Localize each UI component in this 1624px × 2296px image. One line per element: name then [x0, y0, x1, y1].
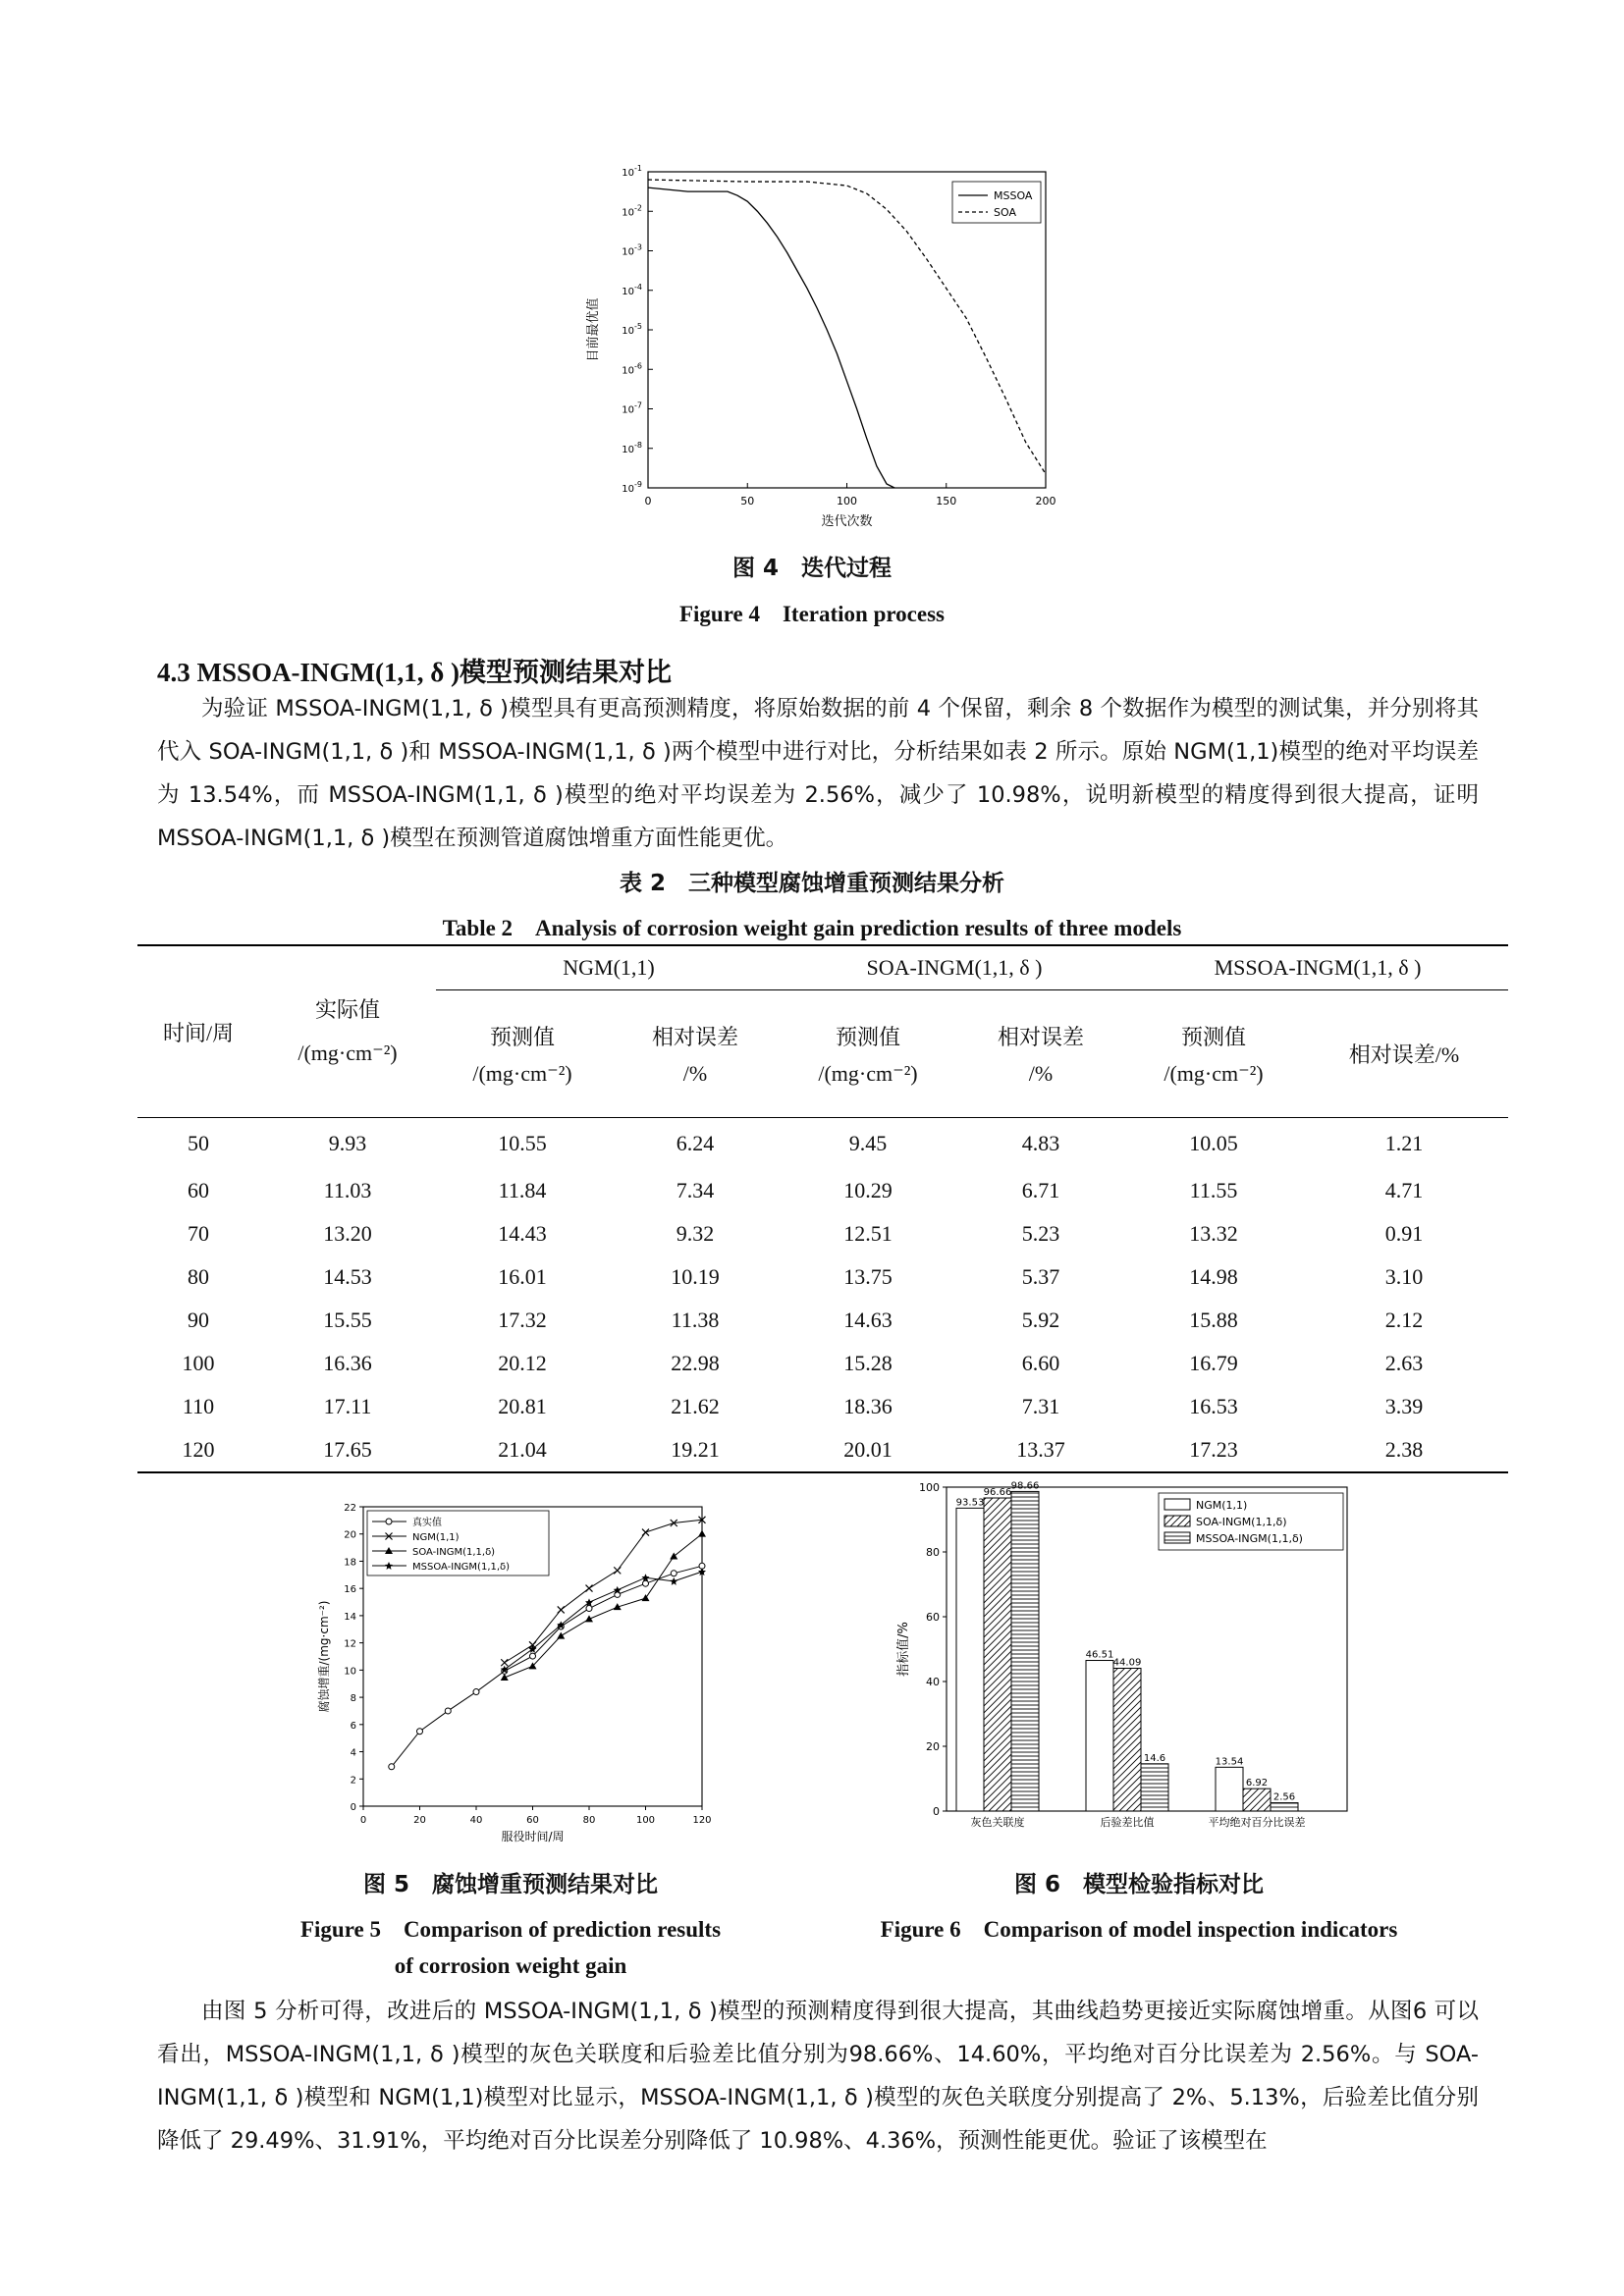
header-text: 相对误差 — [997, 1025, 1084, 1050]
y-axis-label: 目前最优值 — [586, 297, 601, 362]
y-tick-label: 16 — [344, 1584, 356, 1596]
data-point — [698, 1530, 706, 1537]
table-cell: 20.81 — [498, 1394, 547, 1418]
table-cell: 15.55 — [323, 1308, 372, 1332]
table-cell: 80 — [188, 1264, 209, 1289]
table-2-caption-en: Table 2 Analysis of corrosion weight gain prediction results of three models — [442, 916, 1182, 940]
table-cell: 110 — [182, 1394, 215, 1418]
x-tick-label: 100 — [635, 1815, 656, 1826]
x-tick-label: 60 — [526, 1815, 539, 1826]
table-row — [137, 1428, 1508, 1472]
y-tick-label: 6 — [350, 1720, 356, 1732]
header-unit: /% — [682, 1061, 708, 1087]
x-tick-label: 200 — [1035, 495, 1056, 507]
x-tick-label: 0 — [644, 495, 652, 507]
y-tick-label: $10^{-4}$ — [622, 282, 642, 297]
y-tick-label: 20 — [926, 1740, 940, 1753]
bar — [1141, 1764, 1168, 1811]
analysis-paragraph: 由图 5 分析可得，改进后的 MSSOA-INGM(1,1, δ )模型的预测精度得到很大提高，其曲线趋势更接近实际腐蚀增重。从图6 可以看出，MSSOA-INGM(1,1, δ )模型的灰色关联度和后验差比值分别为98.66%、14.60%，平均绝对百分比误差为 2.56%。与 SOA-INGM(1,1, δ )模型和 NGM(1,1)模型对比显示，MSSOA-INGM(1,1, δ )模型的灰色关联度分别提高了 2%、5.13%，后验差比值分别降低了 29.49%、31.91%，平均绝对百分比误差分别降低了 10.98%、4.36%，预测性能更优。验证了该模型在 — [157, 1999, 1479, 2154]
table-cell: 100 — [182, 1351, 215, 1375]
table-row — [137, 1118, 1508, 1170]
y-tick-label: $10^{-9}$ — [622, 480, 642, 495]
data-point — [585, 1615, 593, 1622]
table-cell: 10.05 — [1189, 1131, 1238, 1155]
table-cell: 9.93 — [328, 1131, 367, 1155]
x-tick-label: 20 — [413, 1815, 426, 1826]
y-tick-label: 2 — [350, 1775, 356, 1787]
figure-5-caption-cn: 图 5 腐蚀增重预测结果对比 — [362, 1872, 658, 1897]
figure-4-chart — [579, 157, 1070, 540]
header-text: 预测值 — [1180, 1025, 1246, 1050]
table-cell: 11.55 — [1189, 1178, 1238, 1202]
table-row — [137, 1299, 1508, 1342]
y-tick-label: $10^{-6}$ — [622, 361, 642, 377]
table-cell: 2.12 — [1384, 1308, 1424, 1332]
col-actual-header — [259, 945, 436, 1118]
legend-label: SOA-INGM(1,1,δ) — [1196, 1516, 1287, 1528]
col-actual-unit: /(mg·cm⁻²) — [298, 1041, 398, 1065]
y-tick-label: 40 — [926, 1676, 940, 1688]
group-mssoa-header: MSSOA-INGM(1,1, δ ) — [1127, 945, 1508, 990]
y-tick-label: 80 — [926, 1546, 940, 1559]
legend-label: NGM(1,1) — [1196, 1499, 1248, 1512]
soa-pred-header — [782, 990, 954, 1118]
data-point — [586, 1585, 593, 1592]
table-cell: 13.32 — [1189, 1221, 1238, 1246]
table-cell: 14.98 — [1189, 1264, 1238, 1289]
x-category-label: 后验差比值 — [1100, 1816, 1155, 1829]
table-cell: 4.83 — [1021, 1131, 1060, 1155]
bar-value-label: 14.6 — [1143, 1752, 1166, 1764]
data-point — [642, 1594, 650, 1601]
table-cell: 6.24 — [676, 1131, 715, 1155]
legend-label: SOA-INGM(1,1,δ) — [412, 1547, 496, 1558]
table-cell: 14.43 — [498, 1221, 547, 1246]
y-tick-label: 20 — [344, 1529, 356, 1541]
y-tick-label: 12 — [344, 1638, 356, 1650]
x-tick-label: 40 — [469, 1815, 483, 1826]
col-actual-label: 实际值 — [314, 997, 380, 1022]
x-tick-label: 80 — [582, 1815, 596, 1826]
table-cell: 9.32 — [676, 1221, 715, 1246]
y-tick-label: 14 — [344, 1611, 356, 1623]
header-unit: /% — [1028, 1061, 1054, 1087]
table-row — [137, 1169, 1508, 1212]
ngm-pred-header — [436, 990, 609, 1118]
bar — [1243, 1789, 1271, 1811]
series-line-mssoa — [648, 187, 894, 488]
legend-swatch — [1164, 1516, 1190, 1526]
section-paragraph-1: 为验证 MSSOA-INGM(1,1, δ )模型具有更高预测精度，将原始数据的前 4 个保留，剩余 8 个数据作为模型的测试集，并分别将其代入 SOA-INGM(1,1, δ )和 MSSOA-INGM(1,1, δ )两个模型中进行对比，分析结果如表 2 所示。原始 NGM(1,1)模型的绝对平均误差为 13.54%，而 MSSOA-INGM(1,1, δ )模型的绝对平均误差为 2.56%，减少了 10.98%，说明新模型的精度得到很大提高，证明 MSSOA-INGM(1,1, δ )模型在预测管道腐蚀增重方面性能更优。 — [157, 696, 1479, 851]
header-text: 预测值 — [489, 1025, 555, 1050]
table-cell: 22.98 — [671, 1351, 720, 1375]
table-cell: 20.12 — [498, 1351, 547, 1375]
figure-5-caption-en-1: Figure 5 Comparison of prediction results — [299, 1917, 722, 1942]
data-point — [386, 1519, 392, 1524]
series-line — [392, 1566, 702, 1766]
mssoa-err-header: 相对误差/% — [1348, 1042, 1460, 1068]
data-point — [670, 1577, 677, 1585]
bar-value-label: 46.51 — [1085, 1649, 1114, 1661]
table-cell: 16.79 — [1189, 1351, 1238, 1375]
bar — [956, 1508, 984, 1811]
table-cell: 17.65 — [323, 1437, 372, 1462]
table-cell: 7.34 — [676, 1178, 715, 1202]
table-2-caption-cn: 表 2 三种模型腐蚀增重预测结果分析 — [619, 871, 1004, 896]
ngm-err-header — [609, 990, 782, 1118]
data-point — [614, 1567, 621, 1574]
table-cell: 4.71 — [1384, 1178, 1424, 1202]
table-cell: 17.23 — [1189, 1437, 1238, 1462]
figure-5-caption-en-2: of corrosion weight gain — [394, 1953, 627, 1978]
table-cell: 11.03 — [323, 1178, 372, 1202]
legend-label: SOA — [994, 206, 1016, 219]
data-point — [501, 1659, 508, 1666]
bar-value-label: 96.66 — [983, 1487, 1012, 1499]
y-tick-label: $10^{-1}$ — [622, 164, 642, 179]
table-cell: 18.36 — [843, 1394, 893, 1418]
results-table — [137, 944, 1508, 1473]
x-tick-label: 120 — [692, 1815, 712, 1826]
bar-value-label: 44.09 — [1112, 1657, 1142, 1669]
y-axis-label: 腐蚀增重/(mg·cm⁻²) — [317, 1600, 331, 1713]
table-cell: 13.37 — [1016, 1437, 1065, 1462]
bar — [1086, 1661, 1113, 1811]
bar — [1216, 1767, 1243, 1811]
table-cell: 5.37 — [1021, 1264, 1060, 1289]
y-tick-label: 8 — [350, 1693, 356, 1705]
table-cell: 5.23 — [1021, 1221, 1060, 1246]
table-cell: 10.19 — [671, 1264, 720, 1289]
table-cell: 19.21 — [671, 1437, 720, 1462]
table-cell: 2.38 — [1384, 1437, 1424, 1462]
table-cell: 16.36 — [323, 1351, 372, 1375]
data-point — [671, 1571, 677, 1576]
group-ngm-header: NGM(1,1) — [436, 945, 782, 990]
figure-6-chart — [886, 1468, 1396, 1865]
header-text: 预测值 — [835, 1025, 900, 1050]
x-category-label: 灰色关联度 — [970, 1816, 1025, 1829]
table-cell: 7.31 — [1021, 1394, 1060, 1418]
x-category-label: 平均绝对百分比误差 — [1208, 1816, 1306, 1829]
col-time-header: 时间/周 — [137, 945, 259, 1118]
table-cell: 70 — [188, 1221, 209, 1246]
figure-4-caption-cn: 图 4 迭代过程 — [731, 556, 892, 581]
table-cell: 14.63 — [843, 1308, 893, 1332]
legend-label: NGM(1,1) — [412, 1532, 460, 1543]
table-cell: 13.75 — [843, 1264, 893, 1289]
header-text: 相对误差 — [651, 1025, 738, 1050]
legend-swatch — [1164, 1532, 1190, 1543]
section-title: 4.3 MSSOA-INGM(1,1, δ )模型预测结果对比 — [157, 658, 672, 687]
x-axis-label: 迭代次数 — [821, 514, 873, 529]
series-line-soa — [648, 180, 1046, 474]
y-tick-label: 18 — [344, 1557, 356, 1569]
data-point — [586, 1606, 592, 1612]
data-point — [530, 1653, 536, 1659]
y-tick-label: 60 — [926, 1611, 940, 1624]
bar-value-label: 6.92 — [1245, 1778, 1269, 1789]
bar — [1271, 1803, 1298, 1811]
table-cell: 13.20 — [323, 1221, 372, 1246]
bar — [984, 1498, 1011, 1811]
legend-label: MSSOA-INGM(1,1,δ) — [412, 1562, 511, 1573]
data-point — [501, 1674, 509, 1681]
group-soa-header: SOA-INGM(1,1, δ ) — [782, 945, 1127, 990]
table-cell: 1.21 — [1384, 1131, 1424, 1155]
y-tick-label: $10^{-2}$ — [622, 203, 642, 219]
header-unit: /(mg·cm⁻²) — [472, 1061, 572, 1087]
legend-label: 真实值 — [412, 1518, 442, 1528]
table-cell: 21.04 — [498, 1437, 547, 1462]
data-point — [642, 1529, 649, 1536]
table-row — [137, 1212, 1508, 1255]
table-row — [137, 1385, 1508, 1428]
data-point — [670, 1552, 677, 1559]
data-point — [417, 1729, 423, 1735]
table-cell: 11.84 — [498, 1178, 547, 1202]
bar — [1011, 1491, 1039, 1811]
table-cell: 16.01 — [498, 1264, 547, 1289]
data-point — [389, 1764, 395, 1770]
table-cell: 2.63 — [1384, 1351, 1424, 1375]
y-tick-label: $10^{-3}$ — [622, 242, 642, 258]
figure-5-chart — [312, 1487, 715, 1865]
data-point — [558, 1606, 565, 1613]
y-tick-label: 100 — [919, 1481, 940, 1494]
table-cell: 20.01 — [843, 1437, 893, 1462]
table-cell: 60 — [188, 1178, 209, 1202]
table-cell: 9.45 — [848, 1131, 888, 1155]
x-axis-label: 服役时间/周 — [501, 1830, 565, 1843]
table-cell: 90 — [188, 1308, 209, 1332]
table-cell: 6.60 — [1021, 1351, 1060, 1375]
y-tick-label: 0 — [350, 1802, 356, 1813]
x-tick-label: 100 — [837, 495, 857, 507]
table-cell: 0.91 — [1384, 1221, 1424, 1246]
y-tick-label: 22 — [344, 1503, 356, 1514]
y-tick-label: $10^{-8}$ — [622, 440, 642, 455]
table-cell: 15.88 — [1189, 1308, 1238, 1332]
table-cell: 3.10 — [1384, 1264, 1424, 1289]
table-cell: 3.39 — [1384, 1394, 1424, 1418]
legend-label: MSSOA-INGM(1,1,δ) — [1196, 1532, 1303, 1545]
y-tick-label: 4 — [350, 1747, 356, 1759]
legend-label: MSSOA — [994, 189, 1033, 202]
bar — [1113, 1669, 1141, 1811]
y-tick-label: $10^{-5}$ — [622, 322, 642, 337]
legend-swatch — [1164, 1499, 1190, 1510]
table-cell: 120 — [182, 1437, 215, 1462]
table-cell: 21.62 — [671, 1394, 720, 1418]
x-tick-label: 50 — [740, 495, 755, 507]
table-cell: 12.51 — [843, 1221, 893, 1246]
x-tick-label: 150 — [936, 495, 957, 507]
soa-err-header — [954, 990, 1127, 1118]
figure-4-caption-en: Figure 4 Iteration process — [678, 602, 945, 626]
table-cell: 15.28 — [843, 1351, 893, 1375]
table-row — [137, 1342, 1508, 1385]
table-row — [137, 1255, 1508, 1299]
mssoa-pred-header — [1127, 990, 1300, 1118]
bar-value-label: 2.56 — [1272, 1791, 1296, 1803]
y-tick-label: 0 — [933, 1805, 940, 1818]
data-point — [643, 1580, 649, 1586]
table-cell: 11.38 — [671, 1308, 720, 1332]
table-cell: 16.53 — [1189, 1394, 1238, 1418]
data-point — [445, 1708, 451, 1714]
table-cell: 14.53 — [323, 1264, 372, 1289]
header-unit: /(mg·cm⁻²) — [818, 1061, 918, 1087]
data-point — [557, 1632, 565, 1639]
data-point — [473, 1689, 479, 1695]
table-cell: 50 — [188, 1131, 209, 1155]
table-cell: 17.11 — [323, 1394, 372, 1418]
table-cell: 10.55 — [498, 1131, 547, 1155]
x-tick-label: 0 — [359, 1815, 367, 1826]
table-cell: 5.92 — [1021, 1308, 1060, 1332]
header-unit: /(mg·cm⁻²) — [1164, 1061, 1264, 1087]
y-tick-label: 10 — [344, 1666, 356, 1678]
y-axis-label: 指标值/% — [896, 1622, 911, 1677]
y-tick-label: $10^{-7}$ — [622, 400, 642, 416]
bar-value-label: 93.53 — [955, 1497, 985, 1509]
table-cell: 6.71 — [1021, 1178, 1060, 1202]
table-cell: 10.29 — [843, 1178, 893, 1202]
bar-value-label: 13.54 — [1215, 1756, 1244, 1768]
figure-6-caption-en: Figure 6 Comparison of model inspection indicators — [880, 1917, 1398, 1942]
bar-value-label: 98.66 — [1010, 1480, 1040, 1492]
table-cell: 17.32 — [498, 1308, 547, 1332]
figure-6-caption-cn: 图 6 模型检验指标对比 — [1013, 1872, 1264, 1897]
